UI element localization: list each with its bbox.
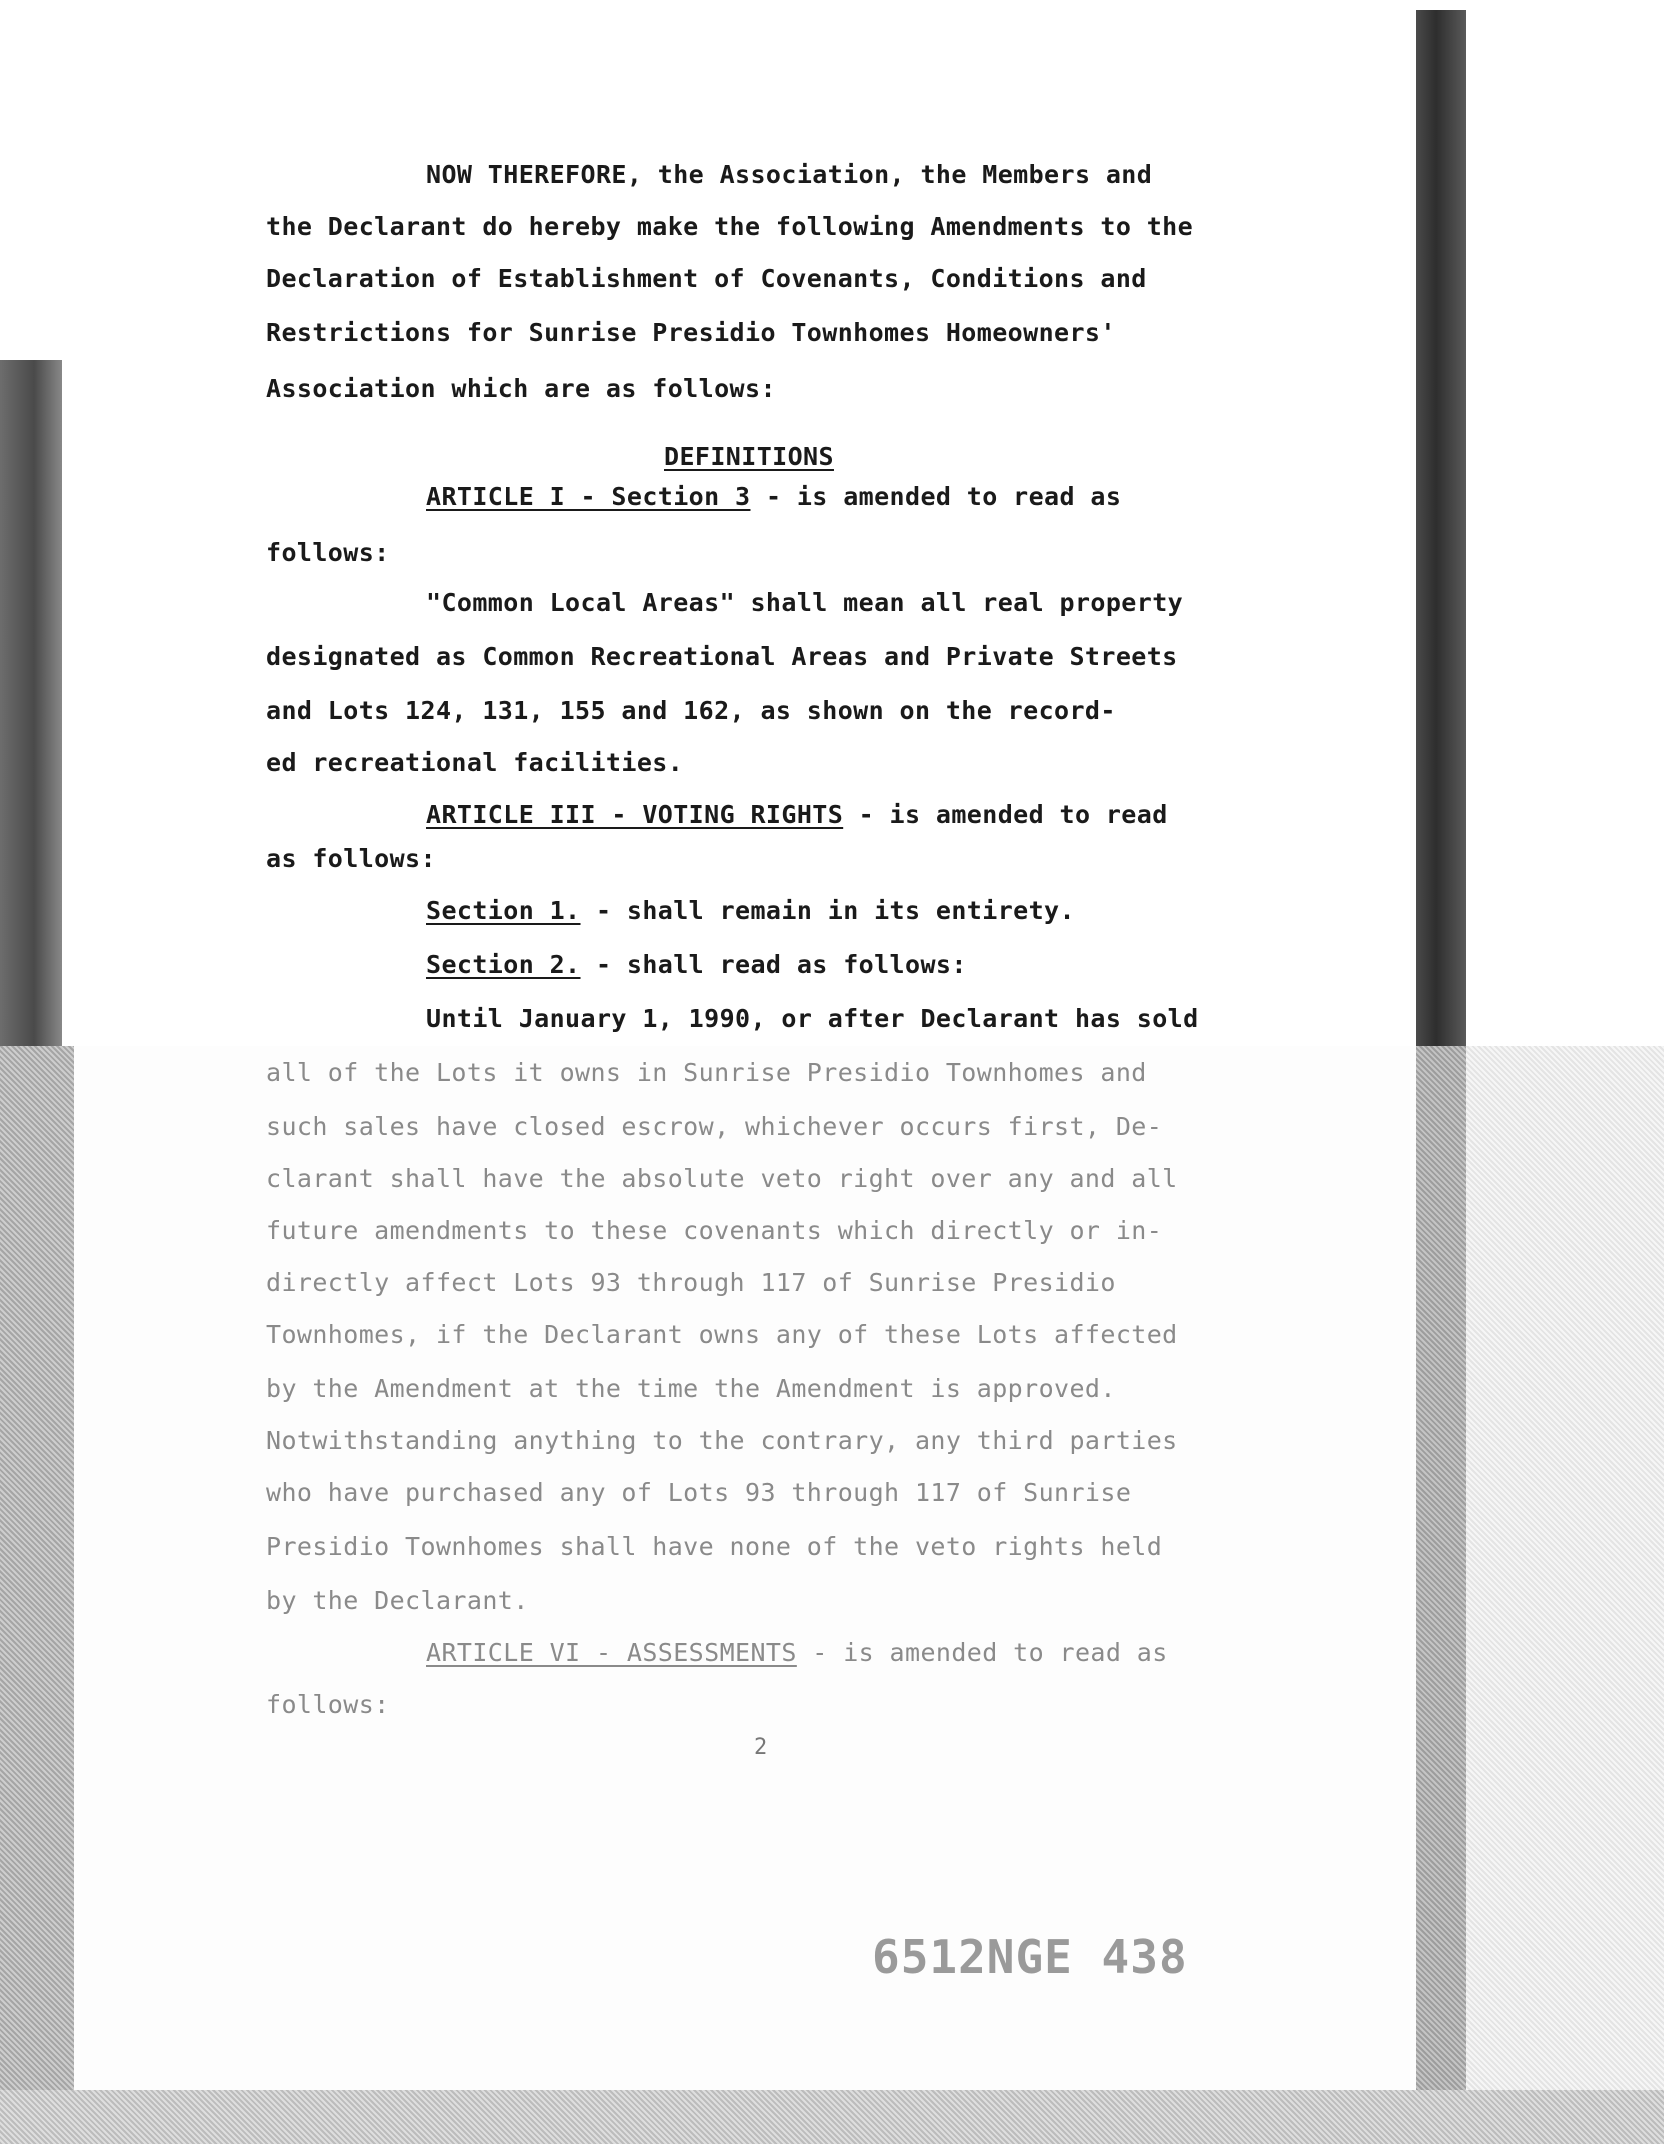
scan-lower-tone — [74, 1046, 1416, 2090]
section2-text: - shall read as follows: — [595, 950, 967, 979]
section2-body-line: who have purchased any of Lots 93 through 117 of Sunrise — [266, 1478, 1132, 1507]
common-areas-line: and Lots 124, 131, 155 and 162, as shown on the record- — [266, 696, 1116, 725]
scan-right-edge-dark — [1416, 10, 1466, 1046]
article1-follows: follows: — [266, 538, 390, 567]
section1 — [426, 896, 1075, 926]
section2 — [426, 950, 967, 980]
section2-body-line: Townhomes, if the Declarant owns any of these Lots affected — [266, 1320, 1178, 1349]
article3-rest: - is amended to read — [858, 800, 1168, 829]
intro-line: Association which are as follows: — [266, 374, 776, 403]
heading-definitions: DEFINITIONS — [664, 442, 834, 471]
article3-title: ARTICLE III - VOTING RIGHTS — [426, 800, 844, 829]
page-number: 2 — [754, 1735, 768, 1760]
article3-heading — [426, 800, 1168, 830]
section2-body-line: Presidio Townhomes shall have none of the veto rights held — [266, 1532, 1163, 1561]
record-stamp: 6512NGE 438 — [872, 1930, 1188, 1984]
article1-title: ARTICLE I - Section 3 — [426, 482, 751, 511]
section2-body-first: Until January 1, 1990, or after Declarant has sold — [426, 1004, 1199, 1033]
section1-label: Section 1. — [426, 896, 581, 925]
article3-follows: as follows: — [266, 844, 436, 873]
scan-bottom-edge — [0, 2090, 1664, 2144]
article6-title: ARTICLE VI - ASSESSMENTS — [426, 1638, 797, 1667]
section2-body-line: by the Amendment at the time the Amendment is approved. — [266, 1374, 1116, 1403]
section2-body-line: Notwithstanding anything to the contrary, any third parties — [266, 1426, 1178, 1455]
common-areas-line: designated as Common Recreational Areas and Private Streets — [266, 642, 1178, 671]
scan-right-margin — [1466, 1046, 1664, 2144]
section2-body-line: such sales have closed escrow, whichever occurs first, De- — [266, 1112, 1163, 1141]
intro-line: Restrictions for Sunrise Presidio Townhomes Homeowners' — [266, 318, 1116, 347]
section2-body-line: future amendments to these covenants which directly or in- — [266, 1216, 1163, 1245]
article6-heading — [426, 1638, 1168, 1668]
section1-text: - shall remain in its entirety. — [595, 896, 1075, 925]
intro-line: the Declarant do hereby make the following Amendments to the — [266, 212, 1194, 241]
section2-body-line: by the Declarant. — [266, 1586, 529, 1615]
scan-right-edge-grey — [1416, 1046, 1466, 2096]
article1-rest: - is amended to read as — [765, 482, 1122, 511]
intro-line: Declaration of Establishment of Covenants, Conditions and — [266, 264, 1147, 293]
intro-line: NOW THEREFORE, the Association, the Members and — [426, 160, 1153, 189]
scan-left-edge-dark — [0, 360, 62, 1046]
section2-body-line: all of the Lots it owns in Sunrise Presidio Townhomes and — [266, 1058, 1147, 1087]
section2-label: Section 2. — [426, 950, 581, 979]
article6-rest: - is amended to read as — [812, 1638, 1168, 1667]
article6-follows: follows: — [266, 1690, 390, 1719]
article1-heading — [426, 482, 1121, 512]
section2-body-line: clarant shall have the absolute veto right over any and all — [266, 1164, 1178, 1193]
scan-left-edge-grey — [0, 1046, 74, 2144]
section2-body-line: directly affect Lots 93 through 117 of Sunrise Presidio — [266, 1268, 1116, 1297]
common-areas-line: ed recreational facilities. — [266, 748, 684, 777]
common-areas-line: "Common Local Areas" shall mean all real property — [426, 588, 1184, 617]
